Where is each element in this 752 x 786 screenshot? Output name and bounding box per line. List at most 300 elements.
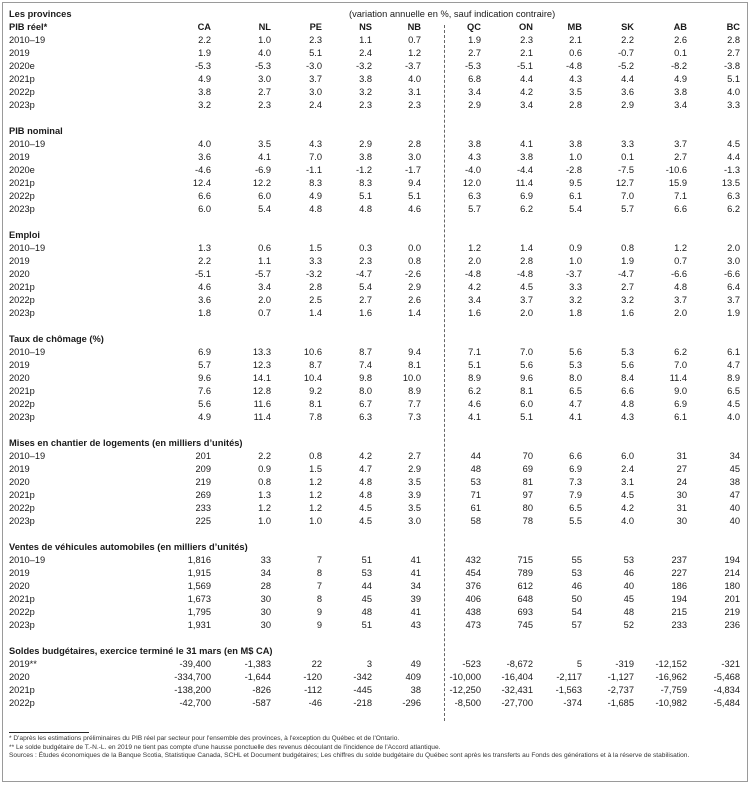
cell-ab: -7,759 <box>660 685 687 695</box>
cell-nl: -587 <box>252 698 271 708</box>
cell-nb: 4.0 <box>408 74 421 84</box>
cell-sk: 8.4 <box>621 373 634 383</box>
cell-on: 4.4 <box>520 74 533 84</box>
cell-bc: 1.9 <box>727 308 740 318</box>
cell-on: 648 <box>517 594 533 604</box>
cell-mb: 3.2 <box>569 295 582 305</box>
cell-nl: 6.0 <box>258 191 271 201</box>
cell-ns: -4.7 <box>355 269 372 279</box>
cell-mb: 57 <box>571 620 582 630</box>
column-header-ab: AB <box>673 22 687 32</box>
cell-ab: 9.0 <box>674 386 687 396</box>
cell-bc: -321 <box>721 659 740 669</box>
table-row <box>7 554 745 567</box>
cell-ca: 3.6 <box>198 152 211 162</box>
cell-sk: 5.7 <box>621 204 634 214</box>
cell-on: 4.2 <box>520 87 533 97</box>
cell-sk: 48 <box>623 607 634 617</box>
cell-mb: 0.9 <box>569 243 582 253</box>
cell-nb: 0.7 <box>408 35 421 45</box>
cell-ns: 8.0 <box>359 386 372 396</box>
cell-qc: 61 <box>470 503 481 513</box>
cell-sk: 1.6 <box>621 308 634 318</box>
section-title-row <box>7 333 745 346</box>
cell-mb: 6.6 <box>569 451 582 461</box>
cell-qc: -4.8 <box>464 269 481 279</box>
cell-bc: 194 <box>724 555 740 565</box>
cell-mb: -374 <box>563 698 582 708</box>
cell-ab: 215 <box>671 607 687 617</box>
cell-bc: 4.0 <box>727 412 740 422</box>
cell-mb: 50 <box>571 594 582 604</box>
cell-on: 2.3 <box>520 35 533 45</box>
table-row <box>7 307 745 320</box>
row-label: 2010–19 <box>9 555 46 565</box>
cell-qc: -10,000 <box>449 672 481 682</box>
table-row <box>7 463 745 476</box>
cell-on: 715 <box>517 555 533 565</box>
table-row <box>7 502 745 515</box>
cell-nb: 8.9 <box>408 386 421 396</box>
cell-nl: 5.4 <box>258 204 271 214</box>
cell-bc: 6.3 <box>727 191 740 201</box>
cell-ca: 3.8 <box>198 87 211 97</box>
cell-on: 6.0 <box>520 399 533 409</box>
cell-nb: 39 <box>410 594 421 604</box>
section-title: Taux de chômage (%) <box>9 334 104 344</box>
cell-bc: -5,484 <box>713 698 740 708</box>
cell-ab: 6.1 <box>674 412 687 422</box>
section-title-row <box>7 21 745 34</box>
cell-on: 8.1 <box>520 386 533 396</box>
cell-qc: -12,250 <box>449 685 481 695</box>
cell-ns: 4.8 <box>359 490 372 500</box>
cell-ca: -5.3 <box>194 61 211 71</box>
table-row <box>7 684 745 697</box>
cell-on: 97 <box>522 490 533 500</box>
cell-nl: 14.1 <box>252 373 271 383</box>
table-row <box>7 398 745 411</box>
column-header-nb: NB <box>407 22 421 32</box>
cell-bc: 6.2 <box>727 204 740 214</box>
cell-sk: -7.5 <box>617 165 634 175</box>
cell-ca: 4.9 <box>198 74 211 84</box>
cell-ns: 7.4 <box>359 360 372 370</box>
cell-pe: 5.1 <box>309 48 322 58</box>
cell-pe: 10.6 <box>303 347 322 357</box>
column-header-qc: QC <box>467 22 481 32</box>
cell-nb: 7.3 <box>408 412 421 422</box>
cell-on: 11.4 <box>515 178 533 188</box>
column-header-sk: SK <box>621 22 634 32</box>
row-label: 2019 <box>9 152 30 162</box>
cell-pe: -3.2 <box>305 269 322 279</box>
cell-mb: 5.6 <box>569 347 582 357</box>
row-label: 2010–19 <box>9 347 46 357</box>
cell-sk: 45 <box>623 594 634 604</box>
cell-bc: -6.6 <box>723 269 740 279</box>
table-row <box>7 593 745 606</box>
cell-ab: 4.8 <box>674 282 687 292</box>
table-row <box>7 359 745 372</box>
cell-bc: 34 <box>729 451 740 461</box>
cell-pe: 9.2 <box>309 386 322 396</box>
cell-bc: 4.5 <box>727 399 740 409</box>
cell-ca: 1,915 <box>187 568 211 578</box>
cell-ns: -1.2 <box>355 165 372 175</box>
cell-on: -32,431 <box>501 685 533 695</box>
cell-ns: 45 <box>361 594 372 604</box>
row-label: 2021p <box>9 74 35 84</box>
cell-ab: 31 <box>676 451 687 461</box>
cell-bc: 3.0 <box>727 256 740 266</box>
table-row <box>7 619 745 632</box>
cell-mb: 1.0 <box>569 152 582 162</box>
cell-ns: 4.8 <box>359 204 372 214</box>
cell-sk: -4.7 <box>617 269 634 279</box>
cell-nb: 3.1 <box>408 87 421 97</box>
cell-nl: 1.0 <box>258 516 271 526</box>
cell-nl: 2.7 <box>258 87 271 97</box>
cell-nb: 38 <box>410 685 421 695</box>
cell-nb: 1.4 <box>408 308 421 318</box>
cell-bc: 3.3 <box>727 100 740 110</box>
cell-on: 7.0 <box>520 347 533 357</box>
cell-qc: 3.8 <box>468 139 481 149</box>
cell-ns: 4.7 <box>359 464 372 474</box>
cell-ca: 1,795 <box>187 607 211 617</box>
cell-ca: 3.2 <box>198 100 211 110</box>
cell-pe: 4.3 <box>309 139 322 149</box>
cell-ab: 6.9 <box>674 399 687 409</box>
cell-mb: -2,117 <box>556 672 582 682</box>
cell-mb: 7.9 <box>569 490 582 500</box>
cell-sk: 53 <box>623 555 634 565</box>
cell-on: 6.2 <box>520 204 533 214</box>
cell-ab: 1.2 <box>674 243 687 253</box>
cell-ab: 237 <box>671 555 687 565</box>
table-row <box>7 346 745 359</box>
row-label: 2023p <box>9 204 35 214</box>
cell-qc: 3.4 <box>468 87 481 97</box>
cell-ns: 3.2 <box>359 87 372 97</box>
cell-bc: -3.8 <box>723 61 740 71</box>
table-row <box>7 73 745 86</box>
cell-sk: 3.3 <box>621 139 634 149</box>
cell-ab: -12,152 <box>655 659 687 669</box>
cell-nb: 49 <box>410 659 421 669</box>
cell-on: 69 <box>522 464 533 474</box>
table-row <box>7 138 745 151</box>
cell-ab: 3.7 <box>674 139 687 149</box>
cell-ns: 44 <box>361 581 372 591</box>
section-title-row <box>7 437 745 450</box>
cell-nb: 4.6 <box>408 204 421 214</box>
cell-qc: 4.2 <box>468 282 481 292</box>
cell-ca: 209 <box>195 464 211 474</box>
cell-nb: 3.9 <box>408 490 421 500</box>
cell-bc: 4.5 <box>727 139 740 149</box>
cell-ca: 1,673 <box>187 594 211 604</box>
table-row <box>7 372 745 385</box>
cell-sk: -1,127 <box>607 672 634 682</box>
cell-on: 2.0 <box>520 308 533 318</box>
cell-ns: 2.7 <box>359 295 372 305</box>
cell-bc: 214 <box>724 568 740 578</box>
cell-bc: 2.7 <box>727 48 740 58</box>
cell-ab: 2.6 <box>674 35 687 45</box>
column-header-ns: NS <box>359 22 372 32</box>
cell-ns: 48 <box>361 607 372 617</box>
cell-nb: 43 <box>410 620 421 630</box>
cell-pe: 8 <box>316 568 322 578</box>
row-label: 2022p <box>9 698 35 708</box>
cell-pe: -46 <box>308 698 322 708</box>
cell-ab: 7.1 <box>674 191 687 201</box>
cell-nb: 10.0 <box>402 373 421 383</box>
cell-ab: -10.6 <box>665 165 687 175</box>
cell-ns: 0.3 <box>359 243 372 253</box>
cell-qc: 438 <box>465 607 481 617</box>
cell-ca: 5.6 <box>198 399 211 409</box>
cell-nl: 4.0 <box>258 48 271 58</box>
row-label: 2022p <box>9 607 35 617</box>
cell-qc: 4.3 <box>468 152 481 162</box>
cell-ab: 3.4 <box>674 100 687 110</box>
row-label: 2020 <box>9 373 30 383</box>
cell-bc: 4.0 <box>727 87 740 97</box>
table-row <box>7 164 745 177</box>
cell-bc: -4,834 <box>713 685 740 695</box>
table-row <box>7 99 745 112</box>
cell-ca: -39,400 <box>179 659 211 669</box>
cell-qc: 3.4 <box>468 295 481 305</box>
row-label: 2020e <box>9 165 35 175</box>
cell-qc: 4.6 <box>468 399 481 409</box>
cell-mb: 2.8 <box>569 100 582 110</box>
cell-on: 789 <box>517 568 533 578</box>
cell-mb: 7.3 <box>569 477 582 487</box>
cell-ca: 2.2 <box>198 256 211 266</box>
row-label: 2019 <box>9 256 30 266</box>
cell-pe: 2.5 <box>309 295 322 305</box>
cell-ca: 1.9 <box>198 48 211 58</box>
row-label: 2022p <box>9 399 35 409</box>
cell-qc: 1.2 <box>468 243 481 253</box>
cell-qc: 2.9 <box>468 100 481 110</box>
cell-sk: 3.2 <box>621 295 634 305</box>
cell-ns: 2.3 <box>359 256 372 266</box>
cell-ca: 201 <box>195 451 211 461</box>
cell-pe: 1.2 <box>309 490 322 500</box>
cell-ab: 186 <box>671 581 687 591</box>
cell-pe: 8.1 <box>309 399 322 409</box>
table-row <box>7 606 745 619</box>
cell-ca: 9.6 <box>198 373 211 383</box>
cell-ab: -6.6 <box>670 269 687 279</box>
cell-pe: 8.7 <box>309 360 322 370</box>
cell-ca: 12.4 <box>192 178 211 188</box>
cell-on: -4.8 <box>516 269 533 279</box>
cell-nl: -5.3 <box>254 61 271 71</box>
row-label: 2021p <box>9 282 35 292</box>
cell-pe: 22 <box>311 659 322 669</box>
footnote-rule <box>9 732 89 733</box>
cell-ab: 194 <box>671 594 687 604</box>
cell-pe: 0.8 <box>309 451 322 461</box>
cell-pe: -1.1 <box>305 165 322 175</box>
cell-ab: 24 <box>676 477 687 487</box>
cell-nl: 12.8 <box>252 386 271 396</box>
cell-ca: 1.3 <box>198 243 211 253</box>
cell-sk: 1.9 <box>621 256 634 266</box>
cell-mb: 1.0 <box>569 256 582 266</box>
cell-bc: 8.9 <box>727 373 740 383</box>
section-gap <box>7 424 745 437</box>
row-label: 2023p <box>9 100 35 110</box>
cell-sk: -0.7 <box>617 48 634 58</box>
cell-pe: 3.3 <box>309 256 322 266</box>
cell-on: 81 <box>522 477 533 487</box>
cell-ab: 31 <box>676 503 687 513</box>
table-row <box>7 34 745 47</box>
cell-pe: 7 <box>316 555 322 565</box>
column-header-mb: MB <box>567 22 582 32</box>
cell-nl: 1.2 <box>258 503 271 513</box>
table-row <box>7 697 745 710</box>
cell-mb: 6.9 <box>569 464 582 474</box>
table-row <box>7 658 745 671</box>
row-label: 2022p <box>9 87 35 97</box>
cell-qc: 1.9 <box>468 35 481 45</box>
cell-bc: 236 <box>724 620 740 630</box>
section-gap <box>7 528 745 541</box>
cell-mb: 4.1 <box>569 412 582 422</box>
cell-ns: 1.1 <box>359 35 372 45</box>
cell-mb: 9.5 <box>569 178 582 188</box>
row-label: 2019 <box>9 48 30 58</box>
cell-nb: 1.2 <box>408 48 421 58</box>
cell-nl: 30 <box>260 620 271 630</box>
cell-nl: 3.5 <box>258 139 271 149</box>
table-row <box>7 515 745 528</box>
cell-nb: 2.7 <box>408 451 421 461</box>
section-title: Emploi <box>9 230 40 240</box>
cell-ca: -334,700 <box>174 672 211 682</box>
row-label: 2020 <box>9 477 30 487</box>
cell-bc: 6.1 <box>727 347 740 357</box>
cell-mb: 8.0 <box>569 373 582 383</box>
cell-nl: 13.3 <box>252 347 271 357</box>
cell-ns: 6.3 <box>359 412 372 422</box>
cell-ab: 6.2 <box>674 347 687 357</box>
cell-pe: 1.2 <box>309 503 322 513</box>
cell-sk: 46 <box>623 568 634 578</box>
cell-ca: -138,200 <box>174 685 211 695</box>
cell-qc: -523 <box>462 659 481 669</box>
cell-bc: 3.7 <box>727 295 740 305</box>
cell-on: 612 <box>517 581 533 591</box>
cell-nl: -6.9 <box>254 165 271 175</box>
section-gap <box>7 632 745 645</box>
cell-ca: 1,931 <box>187 620 211 630</box>
cell-nb: -3.7 <box>404 61 421 71</box>
cell-pe: 4.9 <box>309 191 322 201</box>
cell-pe: 9 <box>316 607 322 617</box>
cell-on: 3.7 <box>520 295 533 305</box>
cell-mb: -4.8 <box>565 61 582 71</box>
cell-ab: -16,962 <box>655 672 687 682</box>
cell-bc: -1.3 <box>723 165 740 175</box>
cell-sk: 4.5 <box>621 490 634 500</box>
cell-nb: 2.8 <box>408 139 421 149</box>
cell-qc: -8,500 <box>454 698 481 708</box>
cell-sk: 3.6 <box>621 87 634 97</box>
cell-on: -4.4 <box>516 165 533 175</box>
cell-nb: 2.3 <box>408 100 421 110</box>
cell-on: -8,672 <box>506 659 533 669</box>
cell-ab: 7.0 <box>674 360 687 370</box>
cell-nl: 2.2 <box>258 451 271 461</box>
cell-nl: 0.6 <box>258 243 271 253</box>
cell-pe: -112 <box>304 685 322 695</box>
row-label: 2010–19 <box>9 451 46 461</box>
cell-sk: 5.6 <box>621 360 634 370</box>
cell-mb: 1.8 <box>569 308 582 318</box>
column-header-on: ON <box>519 22 533 32</box>
cell-mb: 4.7 <box>569 399 582 409</box>
cell-mb: -1,563 <box>555 685 582 695</box>
cell-bc: 47 <box>729 490 740 500</box>
cell-nl: 12.2 <box>252 178 271 188</box>
cell-ca: 4.0 <box>198 139 211 149</box>
row-label: 2021p <box>9 490 35 500</box>
cell-nl: 0.8 <box>258 477 271 487</box>
table-row <box>7 47 745 60</box>
cell-sk: -5.2 <box>617 61 634 71</box>
cell-nl: -5.7 <box>254 269 271 279</box>
table-frame <box>2 2 748 782</box>
cell-nb: 3.0 <box>408 516 421 526</box>
cell-qc: 53 <box>470 477 481 487</box>
cell-ca: 5.7 <box>198 360 211 370</box>
section-title: Soldes budgétaires, exercice terminé le 31 mars (en M$ CA) <box>9 646 273 656</box>
row-label: 2010–19 <box>9 139 46 149</box>
cell-bc: 40 <box>729 503 740 513</box>
cell-nb: 0.8 <box>408 256 421 266</box>
cell-ca: -42,700 <box>179 698 211 708</box>
cell-bc: 219 <box>724 607 740 617</box>
cell-mb: 55 <box>571 555 582 565</box>
cell-ab: 4.9 <box>674 74 687 84</box>
cell-on: 6.9 <box>520 191 533 201</box>
cell-qc: -4.0 <box>464 165 481 175</box>
column-header-bc: BC <box>726 22 740 32</box>
cell-pe: 2.8 <box>309 282 322 292</box>
cell-pe: 1.5 <box>309 464 322 474</box>
cell-nb: 7.7 <box>408 399 421 409</box>
cell-mb: 3.8 <box>569 139 582 149</box>
cell-ns: 2.9 <box>359 139 372 149</box>
cell-ca: 6.6 <box>198 191 211 201</box>
cell-ab: 30 <box>676 490 687 500</box>
cell-bc: 180 <box>724 581 740 591</box>
cell-sk: 4.3 <box>621 412 634 422</box>
cell-qc: 6.8 <box>468 74 481 84</box>
cell-ns: -3.2 <box>355 61 372 71</box>
cell-bc: 201 <box>724 594 740 604</box>
cell-nb: 0.0 <box>408 243 421 253</box>
